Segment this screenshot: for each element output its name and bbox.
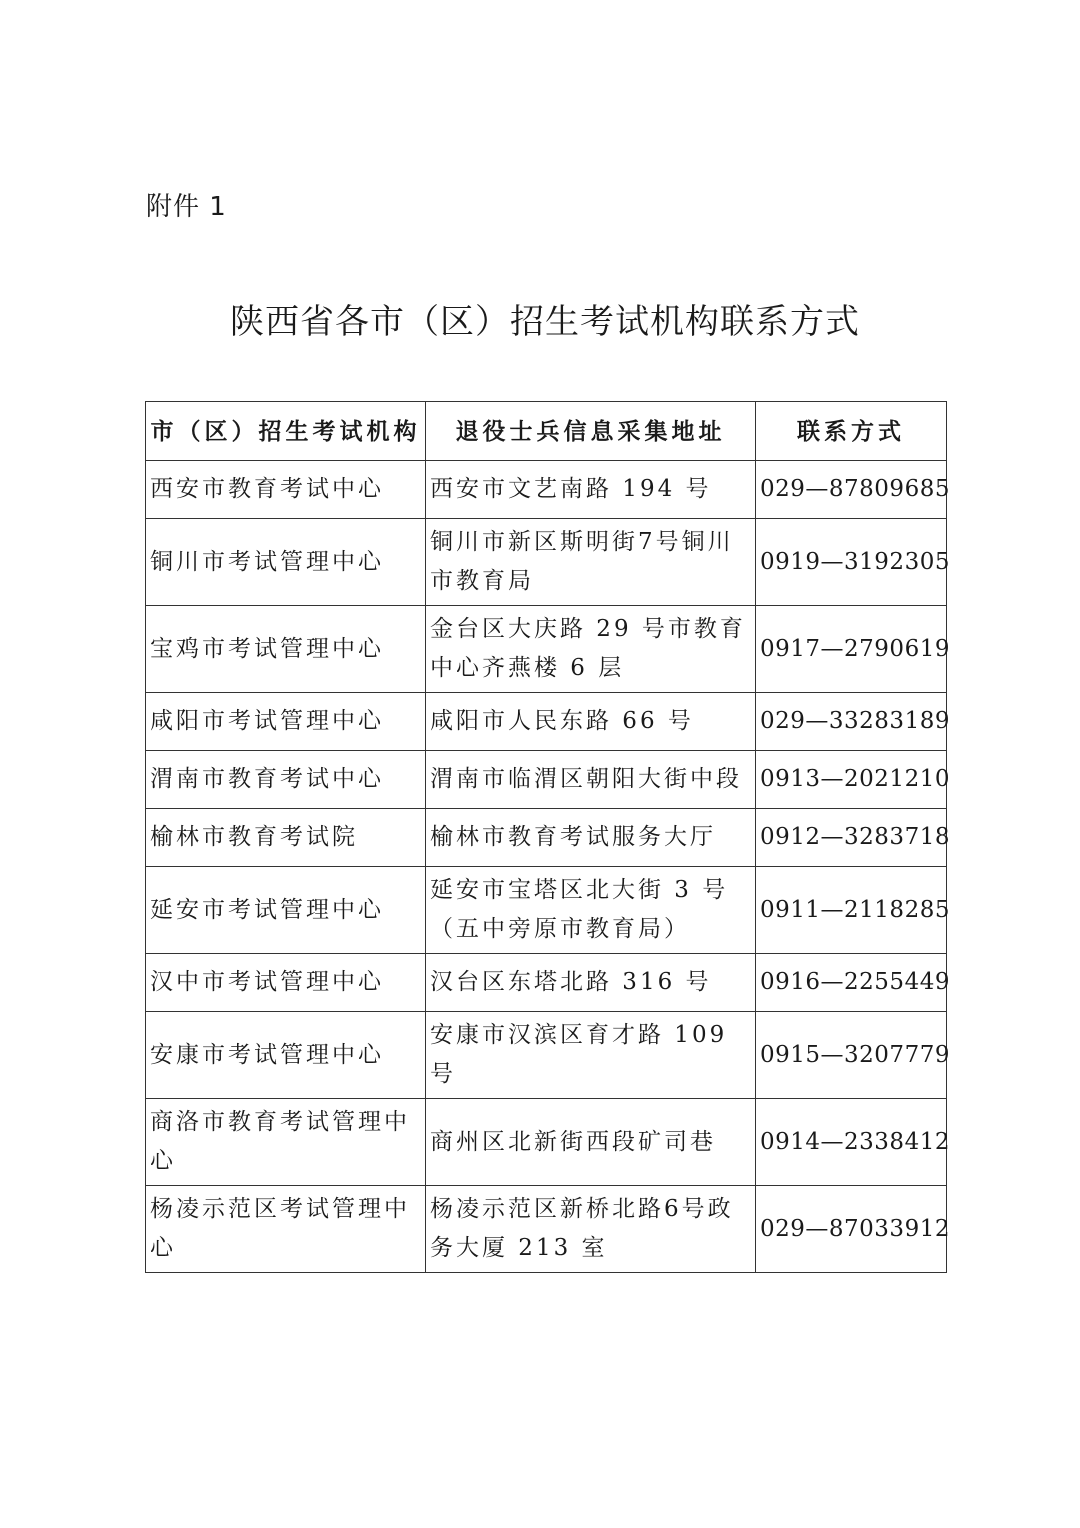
document-title: 陕西省各市（区）招生考试机构联系方式 xyxy=(230,302,860,342)
cell-contact: 029—87809685 xyxy=(756,461,947,519)
table-row xyxy=(146,1186,947,1273)
cell-contact: 0916—2255449 xyxy=(756,954,947,1012)
cell-address: 汉台区东塔北路 316 号 xyxy=(426,954,756,1012)
cell-contact: 0911—2118285 xyxy=(756,867,947,954)
cell-org: 商洛市教育考试管理中心 xyxy=(146,1099,426,1186)
cell-contact: 0914—2338412 xyxy=(756,1099,947,1186)
cell-contact: 029—33283189 xyxy=(756,693,947,751)
cell-address: 金台区大庆路 29 号市教育中心齐燕楼 6 层 xyxy=(426,606,756,693)
attachment-label: 附件 1 xyxy=(146,192,227,222)
cell-org: 咸阳市考试管理中心 xyxy=(146,693,426,751)
header-org: 市（区）招生考试机构 xyxy=(146,402,426,461)
cell-org: 汉中市考试管理中心 xyxy=(146,954,426,1012)
cell-address: 延安市宝塔区北大街 3 号（五中旁原市教育局） xyxy=(426,867,756,954)
table-row xyxy=(146,606,947,693)
table-row xyxy=(146,1099,947,1186)
cell-address: 渭南市临渭区朝阳大街中段 xyxy=(426,751,756,809)
table-row xyxy=(146,867,947,954)
header-contact: 联系方式 xyxy=(756,402,947,461)
cell-org: 延安市考试管理中心 xyxy=(146,867,426,954)
cell-address: 商州区北新街西段矿司巷 xyxy=(426,1099,756,1186)
table-row xyxy=(146,461,947,519)
cell-contact: 0915—3207779 xyxy=(756,1012,947,1099)
cell-address: 铜川市新区斯明街7号铜川市教育局 xyxy=(426,519,756,606)
table-row xyxy=(146,954,947,1012)
cell-address: 安康市汉滨区育才路 109 号 xyxy=(426,1012,756,1099)
cell-contact: 0912—3283718 xyxy=(756,809,947,867)
cell-org: 宝鸡市考试管理中心 xyxy=(146,606,426,693)
cell-address: 榆林市教育考试服务大厅 xyxy=(426,809,756,867)
table-row xyxy=(146,693,947,751)
cell-org: 安康市考试管理中心 xyxy=(146,1012,426,1099)
cell-contact: 029—87033912 xyxy=(756,1186,947,1273)
cell-address: 咸阳市人民东路 66 号 xyxy=(426,693,756,751)
table-header-row xyxy=(146,402,947,461)
cell-org: 杨凌示范区考试管理中心 xyxy=(146,1186,426,1273)
cell-org: 铜川市考试管理中心 xyxy=(146,519,426,606)
table-row xyxy=(146,809,947,867)
header-address: 退役士兵信息采集地址 xyxy=(426,402,756,461)
cell-org: 渭南市教育考试中心 xyxy=(146,751,426,809)
table-row xyxy=(146,751,947,809)
cell-address: 西安市文艺南路 194 号 xyxy=(426,461,756,519)
cell-address: 杨凌示范区新桥北路6号政务大厦 213 室 xyxy=(426,1186,756,1273)
table-row xyxy=(146,519,947,606)
cell-org: 西安市教育考试中心 xyxy=(146,461,426,519)
contact-table xyxy=(145,401,950,1273)
cell-org: 榆林市教育考试院 xyxy=(146,809,426,867)
table-row xyxy=(146,1012,947,1099)
cell-contact: 0913—2021210 xyxy=(756,751,947,809)
cell-contact: 0919—3192305 xyxy=(756,519,947,606)
cell-contact: 0917—2790619 xyxy=(756,606,947,693)
